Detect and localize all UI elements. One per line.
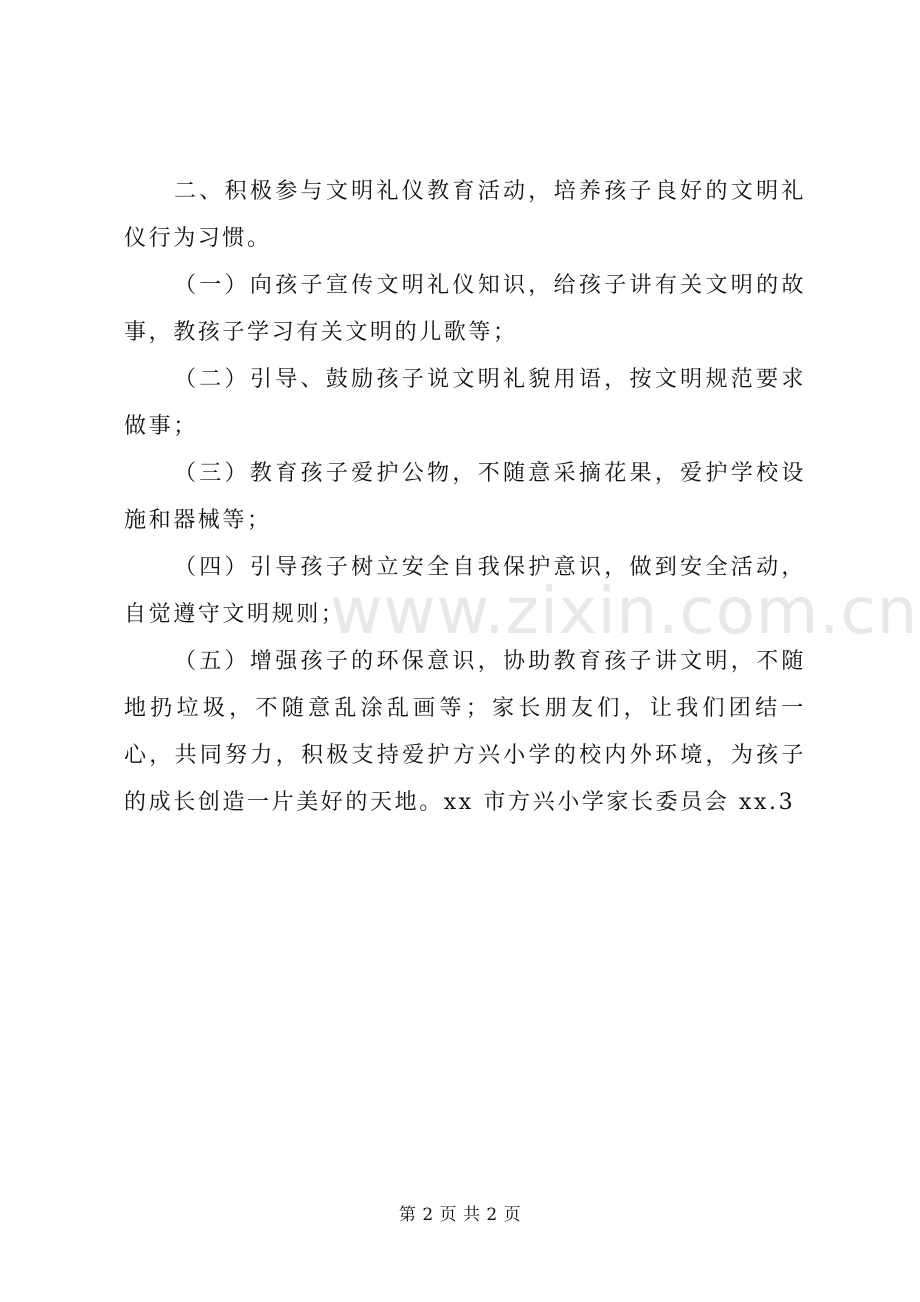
watermark: www.zixin.com.cn <box>330 575 919 649</box>
document-body <box>124 168 806 826</box>
paragraph-item-one: （一）向孩子宣传文明礼仪知识，给孩子讲有关文明的故事，教孩子学习有关文明的儿歌等； <box>124 273 806 345</box>
paragraph-section-two: 二、积极参与文明礼仪教育活动，培养孩子良好的文明礼仪行为习惯。 <box>124 179 806 251</box>
paragraph-item-three: （三）教育孩子爱护公物，不随意采摘花果，爱护学校设施和器械等； <box>124 461 806 533</box>
paragraph-item-five: （五）增强孩子的环保意识，协助教育孩子讲文明，不随地扔垃圾，不随意乱涂乱画等；家长朋友们，让我们团结一心，共同努力，积极支持爱护方兴小学的校内外环境，为孩子的成长创造一片美好的天地。xx 市方兴小学家长委员会 xx.3 <box>124 649 806 815</box>
page-footer: 第 2 页 共 2 页 <box>398 1205 522 1225</box>
paragraph-item-two: （二）引导、鼓励孩子说文明礼貌用语，按文明规范要求做事； <box>124 367 806 439</box>
paragraph-item-four: （四）引导孩子树立安全自我保护意识，做到安全活动，自觉遵守文明规则； <box>124 555 806 627</box>
